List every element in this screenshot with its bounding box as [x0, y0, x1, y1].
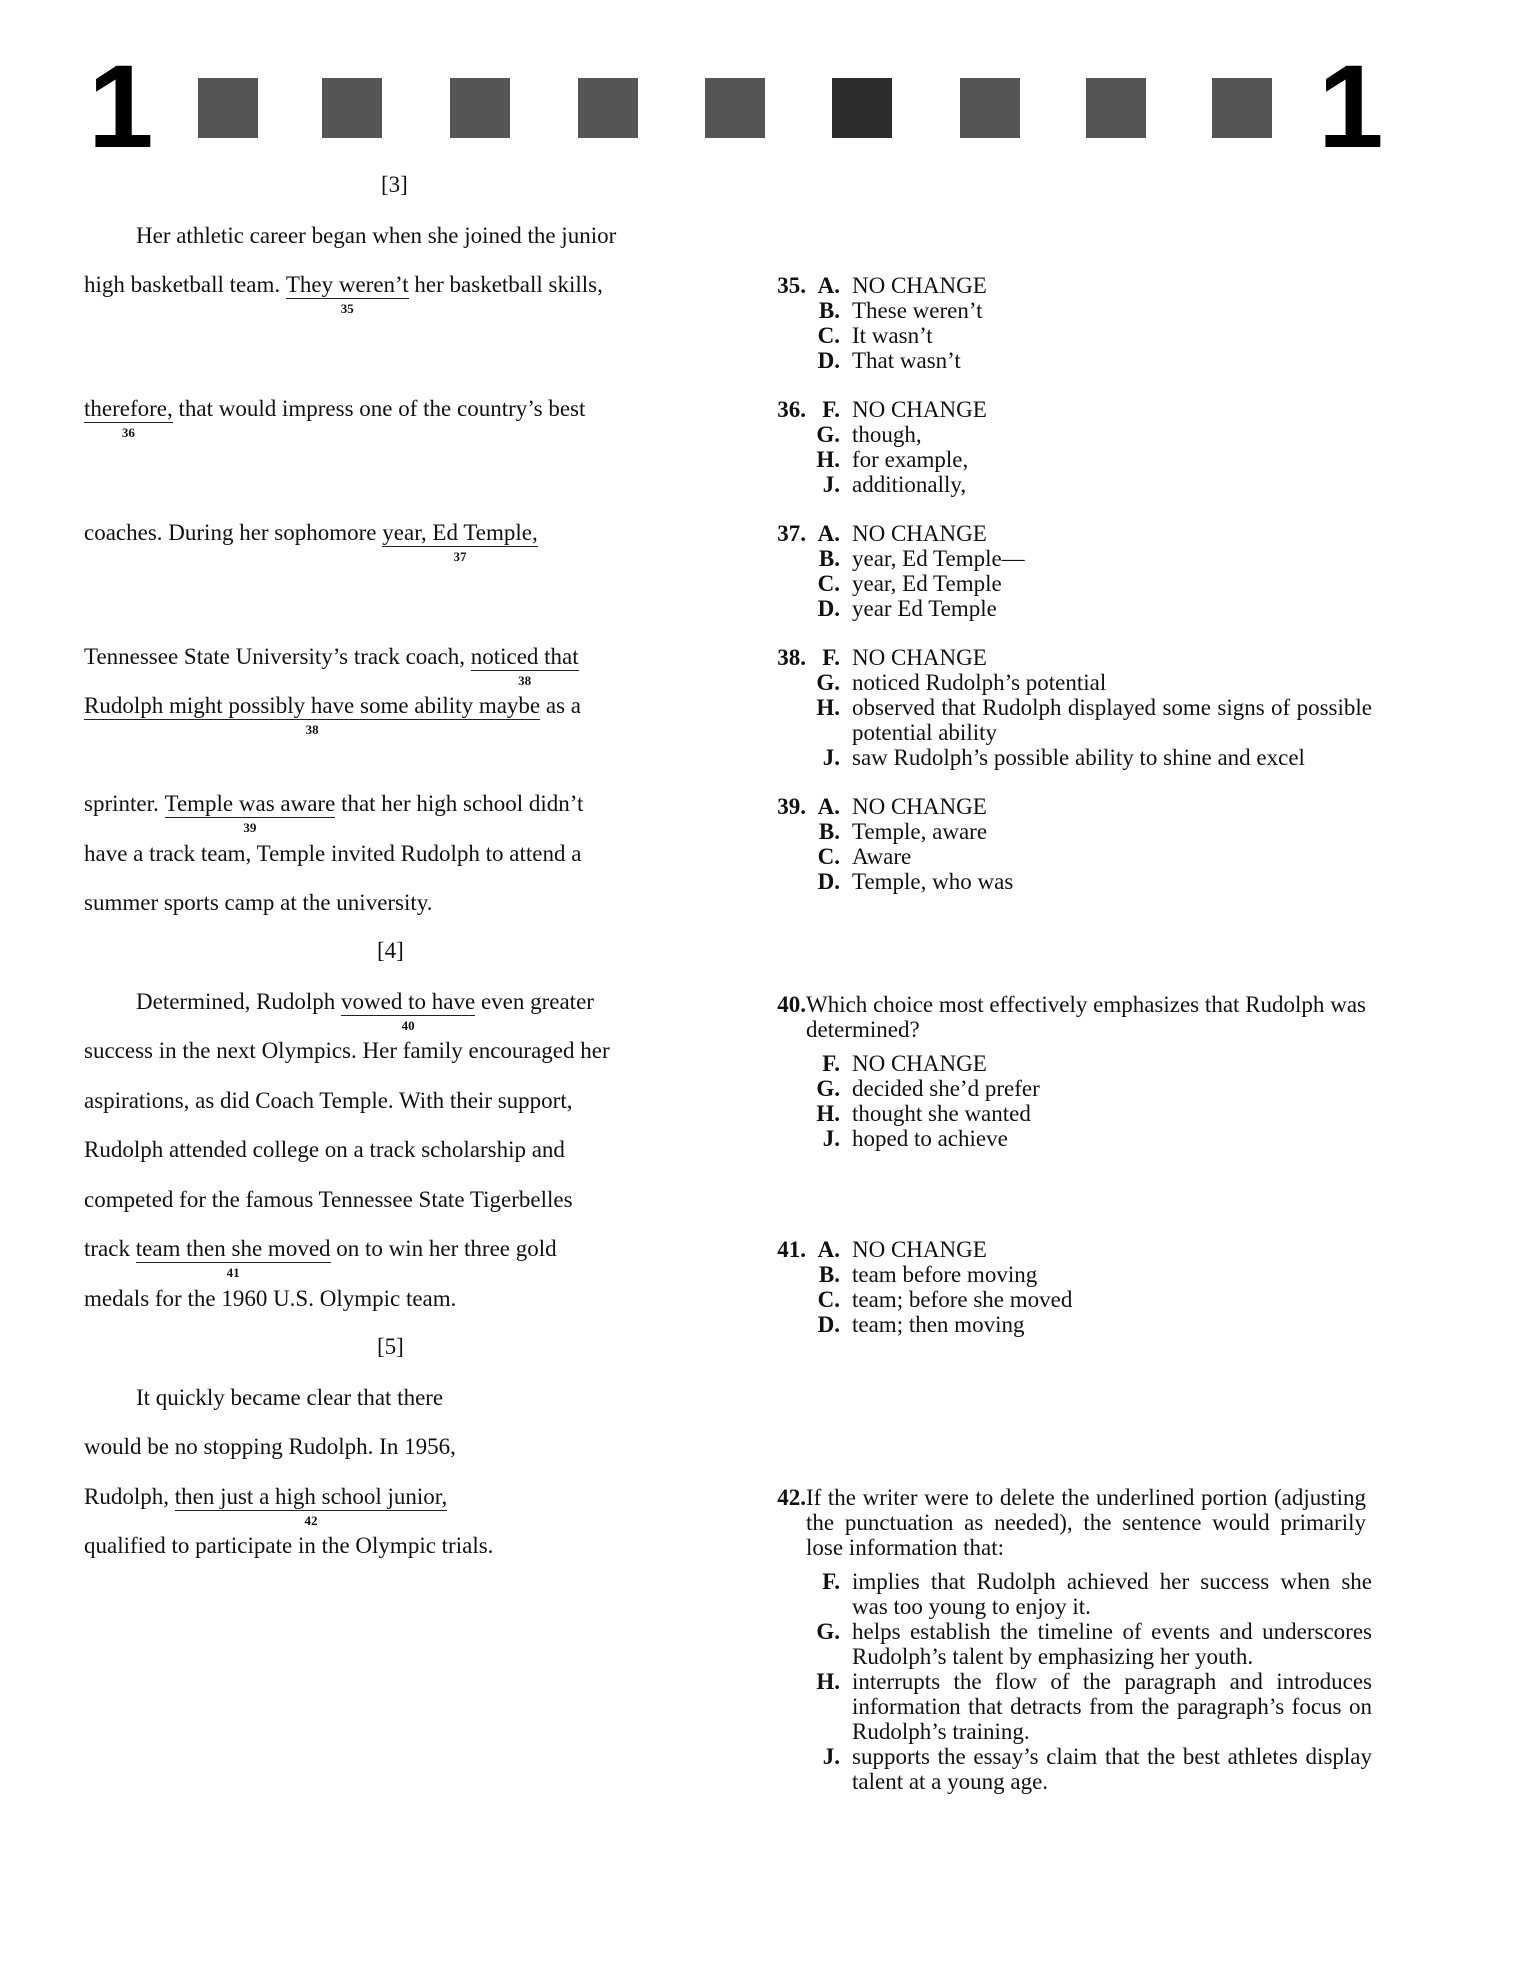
passage-line: Rudolph attended college on a track scholarship and [84, 1137, 565, 1162]
question-stem: Which choice most effectively emphasizes that Rudolph was determined? [806, 992, 1366, 1042]
passage-line: summer sports camp at the university. [84, 890, 433, 915]
passage-line: sprinter. Temple was aware 39 that her high school didn’t [84, 791, 584, 835]
section-number-right: 1 [1318, 41, 1384, 173]
question-41: 41. A. NO CHANGE B. team before moving C. team; before she moved D. team; then moving [758, 1237, 1378, 1347]
question-38: 38. F. NO CHANGE G. noticed Rudolph’s potential H. observed that Rudolph displayed some signs of possible potential ability J. saw Rudolph’s possible ability to shine and excel [758, 645, 1378, 775]
header-block [960, 78, 1020, 138]
question-number: 42. [777, 1485, 806, 1510]
underlined-portion-38[interactable]: Rudolph might possibly have some ability maybe 38 [84, 693, 541, 737]
question-37: 37. A. NO CHANGE B. year, Ed Temple— C. year, Ed Temple D. year Ed Temple [758, 521, 1378, 631]
section-number-left: 1 [88, 41, 154, 173]
passage-line: Tennessee State University’s track coach, noticed that 38 [84, 644, 579, 688]
header-block [832, 78, 892, 138]
passage-line: high basketball team. They weren’t 35 her basketball skills, [84, 272, 603, 316]
passage-line: Rudolph might possibly have some ability maybe 38 as a [84, 693, 582, 737]
question-number: 40. [777, 992, 806, 1017]
passage-line: It quickly became clear that there [136, 1385, 444, 1410]
passage-line: competed for the famous Tennessee State Tigerbelles [84, 1187, 573, 1212]
header-block [198, 78, 258, 138]
question-39: 39. A. NO CHANGE B. Temple, aware C. Aware D. Temple, who was [758, 794, 1378, 904]
question-36: 36. F. NO CHANGE G. though, H. for example, J. additionally, [758, 397, 1378, 507]
header-block [1212, 78, 1272, 138]
header-block [450, 78, 510, 138]
question-number: 36. [777, 397, 806, 422]
question-stem: If the writer were to delete the underlined portion (adjusting the punctuation as needed), the sentence would primarily lose information that: [806, 1485, 1366, 1560]
passage-line: coaches. During her sophomore year, Ed Temple, 37 [84, 520, 538, 564]
question-42: 42. If the writer were to delete the underlined portion (adjusting the punctuation as needed), the sentence would primarily lose information that: F. implies that Rudolph achieved her success when she was too young to enjoy it. G. helps establish the timeline of events and underscores Rudolph’s talent by emphasizing her youth. H. interrupts the flow of the paragraph and introduces information that detracts from the paragraph’s focus on Rudolph’s training. J. supports the essay’s claim that the best athletes display talent at a young age. [758, 1485, 1378, 1795]
header-block [1086, 78, 1146, 138]
passage-line: therefore, 36 that would impress one of the country’s best [84, 396, 586, 440]
underlined-portion-35[interactable]: They weren’t 35 [285, 272, 409, 316]
underlined-portion-38[interactable]: noticed that 38 [470, 644, 579, 688]
question-number: 35. [777, 273, 806, 298]
passage-line: success in the next Olympics. Her family encouraged her [84, 1038, 610, 1063]
passage-line: have a track team, Temple invited Rudolph to attend a [84, 841, 582, 866]
underlined-portion-41[interactable]: team then she moved 41 [135, 1236, 331, 1280]
passage-line: medals for the 1960 U.S. Olympic team. [84, 1286, 457, 1311]
passage-line: aspirations, as did Coach Temple. With their support, [84, 1088, 573, 1113]
underlined-portion-40[interactable]: vowed to have 40 [341, 989, 476, 1033]
question-number: 41. [777, 1237, 806, 1262]
header-block [705, 78, 765, 138]
paragraph-marker: [4] [377, 938, 404, 963]
passage-line: Determined, Rudolph vowed to have 40 even greater [136, 989, 594, 1033]
underlined-portion-42[interactable]: then just a high school junior, 42 [174, 1484, 448, 1528]
passage-line: Rudolph, then just a high school junior, 42 [84, 1484, 448, 1528]
question-40: 40. Which choice most effectively emphasizes that Rudolph was determined? F. NO CHANGE G. decided she’d prefer H. thought she wanted J. hoped to achieve [758, 992, 1378, 1162]
passage-line: track team then she moved 41 on to win her three gold [84, 1236, 557, 1280]
question-35: 35. A. NO CHANGE B. These weren’t C. It wasn’t D. That wasn’t [758, 273, 1378, 383]
underlined-portion-36[interactable]: therefore, 36 [84, 396, 173, 440]
underlined-portion-39[interactable]: Temple was aware 39 [164, 791, 336, 835]
question-number: 39. [777, 794, 806, 819]
paragraph-marker: [5] [377, 1334, 404, 1359]
underlined-portion-37[interactable]: year, Ed Temple, 37 [382, 520, 538, 564]
question-number: 38. [777, 645, 806, 670]
passage-line: qualified to participate in the Olympic trials. [84, 1533, 494, 1558]
header-block [322, 78, 382, 138]
passage-line: would be no stopping Rudolph. In 1956, [84, 1434, 456, 1459]
passage-line: Her athletic career began when she joined the junior [136, 223, 617, 248]
paragraph-marker: [3] [381, 172, 408, 197]
question-number: 37. [777, 521, 806, 546]
header-block [578, 78, 638, 138]
